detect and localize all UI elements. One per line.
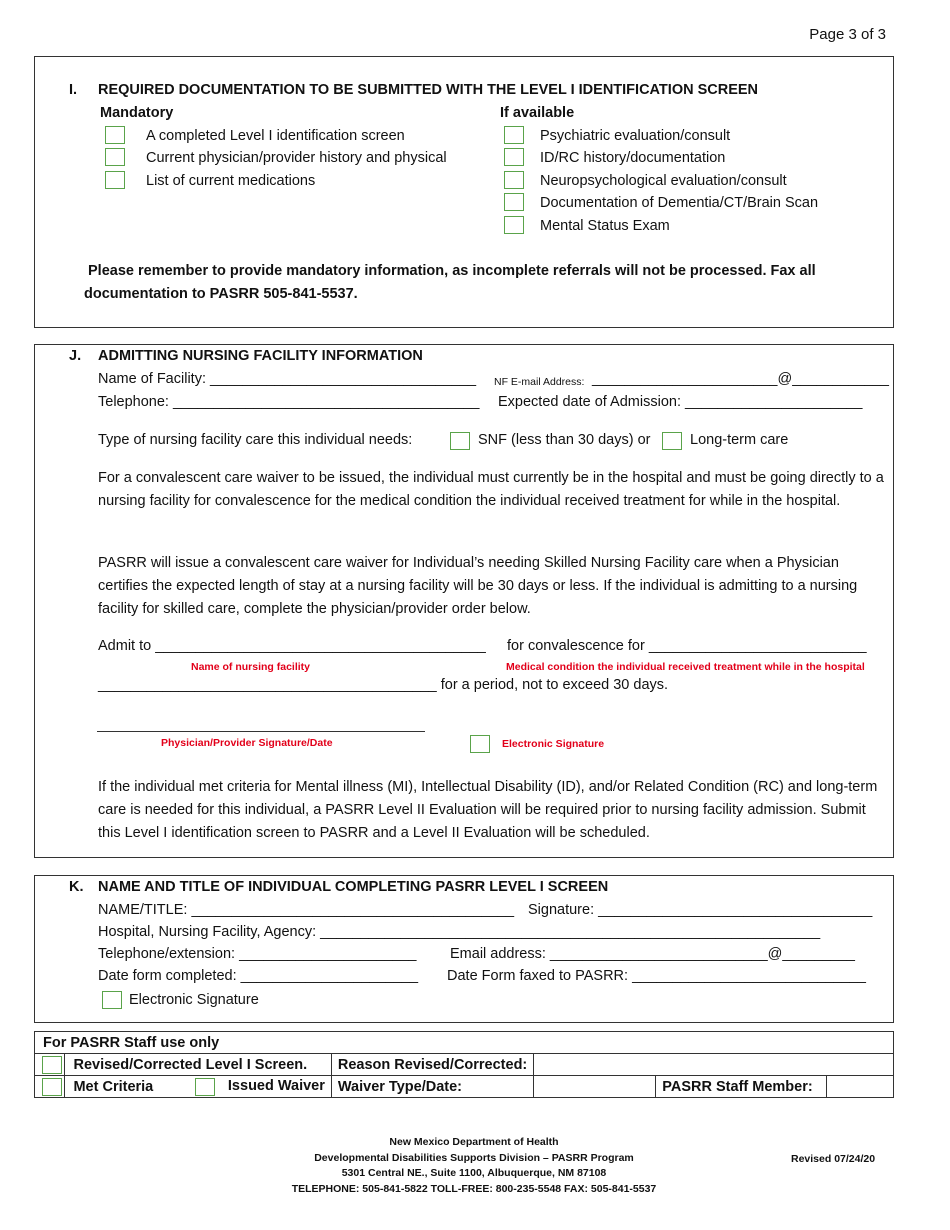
available-item-4: Documentation of Dementia/CT/Brain Scan	[540, 195, 819, 211]
signature-field[interactable]: Signature: __________________________________	[528, 902, 873, 918]
footer-line-3: 5301 Central NE., Suite 1100, Albuquerque, NM 87108	[341, 1167, 607, 1179]
convalescence-for-field[interactable]: for convalescence for ___________________________	[507, 638, 867, 654]
revised-checkbox-cell[interactable]	[35, 1054, 65, 1076]
revised-checkbox[interactable]	[42, 1056, 62, 1074]
care-type-label: Type of nursing facility care this individual needs:	[98, 432, 413, 448]
section-i-title: REQUIRED DOCUMENTATION TO BE SUBMITTED WITH THE LEVEL I IDENTIFICATION SCREEN	[98, 82, 759, 98]
facility-name-hint: Name of nursing facility	[191, 661, 311, 673]
mandatory-item-2: Current physician/provider history and physical	[146, 150, 447, 166]
snf-checkbox[interactable]	[450, 432, 470, 450]
available-item-3: Neuropsychological evaluation/consult	[540, 173, 787, 189]
reason-value[interactable]	[534, 1054, 894, 1076]
footer-line-4: TELEPHONE: 505-841-5822 TOLL-FREE: 800-235-5548 FAX: 505-841-5537	[291, 1182, 657, 1195]
admit-to-field[interactable]: Admit to _________________________________________	[98, 638, 486, 654]
footer-address	[224, 1135, 724, 1197]
met-criteria-cell	[65, 1076, 331, 1098]
level-ii-paragraph: If the individual met criteria for Mental illness (MI), Intellectual Disability (ID), and/or Related Condition (RC) and long-term care is needed for this individual, a PASRR Level II Evaluation will be required prior to nursing facility admission. Submit this Level I identification screen to PASRR and a Level II Evaluation will be scheduled.	[98, 779, 878, 841]
available-checkbox-1[interactable]	[504, 126, 524, 144]
signature-hint: Physician/Provider Signature/Date	[161, 737, 333, 749]
staff-member-label: PASRR Staff Member:	[656, 1076, 827, 1098]
staff-member-value[interactable]	[826, 1076, 893, 1098]
date-faxed-field[interactable]: Date Form faxed to PASRR: _____________________________	[447, 968, 866, 984]
staff-use-table	[34, 1031, 894, 1098]
period-field[interactable]: __________________________________________ for a period, not to exceed 30 days.	[98, 677, 669, 693]
met-criteria-label: Met Criteria	[73, 1078, 154, 1095]
telephone-field[interactable]: Telephone: ______________________________________	[98, 394, 480, 410]
available-checkbox-2[interactable]	[504, 148, 524, 166]
revised-label: Revised/Corrected Level I Screen.	[65, 1054, 331, 1076]
name-title-field[interactable]: NAME/TITLE: ________________________________________	[98, 902, 515, 918]
mandatory-heading: Mandatory	[100, 105, 174, 121]
waiver-paragraph: PASRR will issue a convalescent care waiver for Individual’s needing Skilled Nursing Facility care when a Physician certifies the expected length of stay at a nursing facility will be 30 days or less. If the individual is admitting to a nursing facility for skilled care, complete the physician/provider order below.	[98, 555, 858, 617]
waiver-type-value[interactable]	[534, 1076, 656, 1098]
electronic-signature-label-j: Electronic Signature	[502, 738, 605, 750]
issued-waiver-checkbox[interactable]	[195, 1078, 215, 1096]
mandatory-checkbox-3[interactable]	[105, 171, 125, 189]
mandatory-item-1: A completed Level I identification screen	[146, 128, 405, 144]
section-j-letter: J.	[69, 348, 82, 364]
nf-email-label: NF E-mail Address:	[494, 376, 585, 388]
mandatory-item-3: List of current medications	[146, 173, 316, 189]
available-item-5: Mental Status Exam	[540, 218, 670, 234]
mandatory-checkbox-1[interactable]	[105, 126, 125, 144]
email-address-field[interactable]: Email address: ___________________________@_________	[450, 946, 855, 962]
long-term-care-label: Long-term care	[690, 432, 789, 448]
facility-name-field[interactable]: Name of Facility: _________________________________	[98, 371, 477, 387]
waiver-type-label: Waiver Type/Date:	[331, 1076, 533, 1098]
electronic-signature-label-k: Electronic Signature	[129, 992, 259, 1008]
electronic-signature-checkbox-k[interactable]	[102, 991, 122, 1009]
long-term-care-checkbox[interactable]	[662, 432, 682, 450]
available-checkbox-3[interactable]	[504, 171, 524, 189]
revised-date: Revised 07/24/20	[791, 1153, 876, 1165]
hospital-agency-field[interactable]: Hospital, Nursing Facility, Agency: ______________________________________________________________	[98, 924, 821, 940]
signature-line[interactable]	[97, 731, 425, 732]
section-j-title: ADMITTING NURSING FACILITY INFORMATION	[98, 348, 423, 364]
admission-date-field[interactable]: Expected date of Admission: ______________________	[498, 394, 863, 410]
reason-label: Reason Revised/Corrected:	[331, 1054, 533, 1076]
met-criteria-checkbox-cell[interactable]	[35, 1076, 65, 1098]
nf-email-field[interactable]: _______________________@____________	[592, 371, 889, 387]
mandatory-checkbox-2[interactable]	[105, 148, 125, 166]
available-item-1: Psychiatric evaluation/consult	[540, 128, 731, 144]
staff-use-title: For PASRR Staff use only	[35, 1032, 894, 1054]
convalescent-paragraph: For a convalescent care waiver to be issued, the individual must currently be in the hospital and must be going directly to a nursing facility for convalescence for the medical condition the individual received treatment for while in the hospital.	[98, 470, 884, 509]
date-completed-field[interactable]: Date form completed: ______________________	[98, 968, 419, 984]
issued-waiver-label: Issued Waiver	[227, 1078, 325, 1094]
section-k-letter: K.	[69, 879, 84, 895]
available-heading: If available	[500, 105, 575, 121]
reminder-line-2: documentation to PASRR 505-841-5537.	[84, 286, 358, 302]
page-number: Page 3 of 3	[809, 26, 886, 43]
medical-condition-hint: Medical condition the individual received treatment while in the hospital	[506, 661, 865, 673]
section-k-title: NAME AND TITLE OF INDIVIDUAL COMPLETING PASRR LEVEL I SCREEN	[98, 879, 609, 895]
footer-line-2: Developmental Disabilities Supports Division – PASRR Program	[314, 1151, 634, 1164]
available-item-2: ID/RC history/documentation	[540, 150, 726, 166]
snf-option-label: SNF (less than 30 days) or	[478, 432, 651, 448]
telephone-extension-field[interactable]: Telephone/extension: ______________________	[98, 946, 417, 962]
footer-line-1: New Mexico Department of Health	[389, 1136, 559, 1148]
available-checkbox-5[interactable]	[504, 216, 524, 234]
electronic-signature-checkbox-j[interactable]	[470, 735, 490, 753]
section-i-letter: I.	[69, 82, 78, 98]
met-criteria-checkbox[interactable]	[42, 1078, 62, 1096]
reminder-line-1: Please remember to provide mandatory information, as incomplete referrals will not be processed. Fax all	[88, 263, 816, 279]
available-checkbox-4[interactable]	[504, 193, 524, 211]
